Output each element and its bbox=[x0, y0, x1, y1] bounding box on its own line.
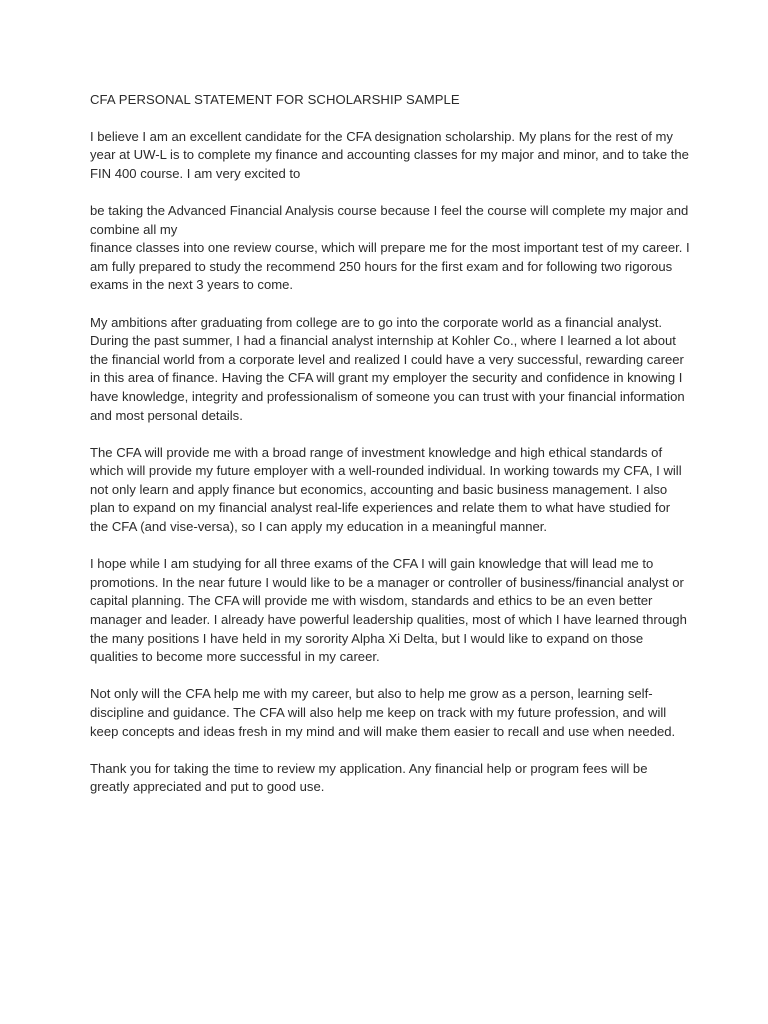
paragraph-personal-growth: Not only will the CFA help me with my career, but also to help me grow as a person, learning self-discipline and guidance. The CFA will also help me keep on track with my future profession, and will keep concepts and ideas fresh in my mind and will make them easier to recall and use when needed. bbox=[90, 686, 676, 739]
paragraph-thank-you: Thank you for taking the time to review my application. Any financial help or program fees will be greatly appreciated and put to good use. bbox=[90, 760, 648, 795]
paragraph-promotions: I hope while I am studying for all three exams of the CFA I will gain knowledge that will lead me to promotions. In the near future I would like to be a manager or controller of business/financial analyst or capital planning. The CFA will provide me with wisdom, standards and ethics to be an even better manager and leader. I already have powerful leadership qualities, most of which I have learned through the many positions I have held in my sorority Alpha Xi Delta, but I would like to expand on those qualities to become more successful in my career. bbox=[90, 556, 687, 665]
document-title: CFA PERSONAL STATEMENT FOR SCHOLARSHIP SAMPLE bbox=[90, 92, 460, 107]
document-body bbox=[90, 91, 690, 816]
paragraph-ambitions: My ambitions after graduating from college are to go into the corporate world as a financial analyst. During the past summer, I had a financial analyst internship at Kohler Co., where I learned a lot about the financial world from a corporate level and realized I could have a very successful, rewarding career in this area of finance. Having the CFA will grant my employer the security and confidence in knowing I have knowledge, integrity and professionalism of someone you can trust with your financial information and most personal details. bbox=[90, 314, 685, 423]
paragraph-cfa-benefits: The CFA will provide me with a broad range of investment knowledge and high ethical standards of which will provide my future employer with a well-rounded individual. In working towards my CFA, I will not only learn and apply finance but economics, accounting and basic business management. I also plan to expand on my financial analyst real-life experiences and relate them to what have studied for the CFA (and vise-versa), so I can apply my education in a meaningful manner. bbox=[90, 444, 682, 535]
paragraph-intro: I believe I am an excellent candidate for the CFA designation scholarship. My plans for the rest of my year at UW-L is to complete my finance and accounting classes for my major and minor, and to take the FIN 400 course. I am very excited to bbox=[90, 128, 689, 181]
paragraph-advanced-course: be taking the Advanced Financial Analysis course because I feel the course will complete my major and combine all my finance classes into one review course, which will prepare me for the most important test of my career. I am fully prepared to study the recommend 250 hours for the first exam and for following two rigorous exams in the next 3 years to come. bbox=[90, 202, 690, 293]
